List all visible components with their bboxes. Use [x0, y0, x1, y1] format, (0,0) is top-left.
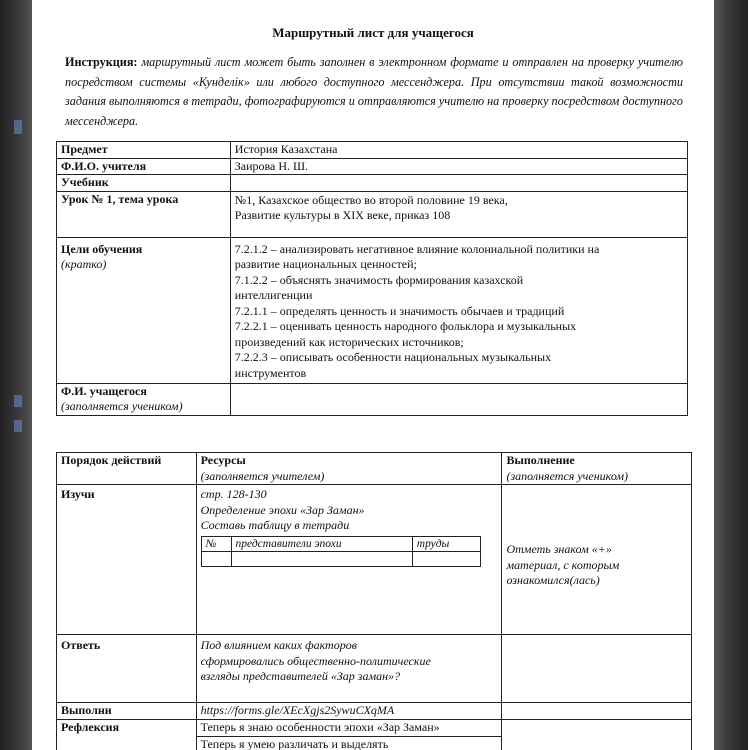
- goals-row: [57, 237, 688, 383]
- header-completion: Выполнение: [506, 453, 575, 467]
- lesson-value: [230, 191, 687, 237]
- form-link[interactable]: https://forms.gle/XEcXgjs2SywuCXqMA: [196, 703, 502, 720]
- goal-line: инструментов: [234, 365, 307, 380]
- goals-label: Цели обучения: [61, 241, 143, 256]
- goal-line: интеллигенции: [234, 288, 313, 302]
- subject-row: [57, 142, 688, 159]
- epoch-col-number: №: [201, 536, 231, 551]
- study-resources: [196, 485, 502, 635]
- reflection-row: [57, 720, 692, 750]
- left-background-edge: [0, 0, 32, 750]
- document-page: [32, 0, 714, 750]
- epoch-table: [201, 536, 481, 567]
- goals-value: [230, 237, 687, 383]
- lesson-info-table: [56, 141, 688, 416]
- lesson-line: №1, Казахское общество во второй половине 19 века,: [234, 192, 508, 207]
- reflection-line: Теперь я умею различать и выделять: [200, 736, 389, 750]
- reflection-resources: [196, 720, 502, 750]
- textbook-label: Учебник: [57, 175, 231, 192]
- answer-line: Под влиянием каких факторов: [200, 638, 357, 652]
- student-row: [57, 383, 688, 415]
- textbook-value[interactable]: [230, 175, 687, 192]
- epoch-col-works: труды: [412, 536, 480, 551]
- do-label: Выполни: [57, 703, 197, 720]
- study-line: Составь таблицу в тетради: [200, 518, 350, 532]
- epoch-table-header: [201, 536, 480, 551]
- action-table: [56, 452, 692, 750]
- page-title: Маршрутный лист для учащегося: [272, 25, 474, 40]
- lesson-line: Развитие культуры в XIX веке, приказ 108: [234, 208, 451, 222]
- goals-sublabel: (кратко): [61, 257, 107, 271]
- goal-line: 7.2.1.1 – определять ценность и значимость обычаев и традиций: [234, 303, 565, 318]
- goals-label-cell: [57, 237, 231, 383]
- student-sublabel: (заполняется учеником): [61, 399, 183, 413]
- goal-line: 7.2.1.2 – анализировать негативное влияние колониальной политики на: [234, 241, 600, 256]
- instruction-paragraph: [65, 53, 683, 131]
- header-resources-cell: [196, 453, 502, 485]
- epoch-col-representatives: представители эпохи: [231, 536, 412, 551]
- study-line: стр. 128-130: [200, 487, 267, 501]
- study-label: Изучи: [57, 485, 197, 635]
- goal-line: 7.2.2.1 – оценивать ценность народного фольклора и музыкальных: [234, 319, 577, 333]
- study-line: Определение эпохи «Зар Заман»: [200, 502, 365, 517]
- study-result-line: Отметь знаком «+»: [506, 542, 612, 557]
- epoch-cell[interactable]: [201, 551, 231, 566]
- study-row: [57, 485, 692, 635]
- instruction-label: Инструкция:: [65, 55, 138, 69]
- header-completion-sub: (заполняется учеником): [506, 468, 629, 483]
- answer-resources: [196, 635, 502, 703]
- goal-line: 7.2.2.3 – описывать особенности национальных музыкальных: [234, 350, 552, 364]
- study-completion[interactable]: [502, 485, 692, 635]
- epoch-cell[interactable]: [412, 551, 480, 566]
- header-steps: Порядок действий: [57, 453, 197, 485]
- lesson-row: [57, 191, 688, 237]
- study-result-line: материал, с которым: [506, 557, 620, 572]
- goal-line: развитие национальных ценностей;: [234, 257, 417, 271]
- teacher-row: [57, 158, 688, 175]
- answer-line: сформировались общественно-политические: [200, 653, 431, 668]
- goal-line: 7.1.2.2 – объяснять значимость формирования казахской: [234, 272, 524, 287]
- instruction-text: маршрутный лист может быть заполнен в электронном формате и отправлен на проверку учителю посредством системы «Кунделік» или любого доступного мессенджера. При отсутствии такой возможности задания выполняются в тетради, фотографируются и отправляются учителю на проверку посредством доступного мессенджера.: [65, 55, 683, 128]
- answer-line: взгляды представителей «Зар заман»?: [200, 669, 401, 683]
- answer-label: Ответь: [57, 635, 197, 703]
- answer-row: [57, 635, 692, 703]
- reflection-completion[interactable]: [502, 720, 692, 750]
- lesson-label: Урок № 1, тема урока: [57, 191, 231, 237]
- teacher-value: Заирова Н. Ш.: [230, 158, 687, 175]
- header-resources-sub: (заполняется учителем): [200, 468, 325, 483]
- textbook-row: [57, 175, 688, 192]
- study-result-line: ознакомился(лась): [506, 573, 600, 588]
- do-completion[interactable]: [502, 703, 692, 720]
- student-label-cell: [57, 383, 231, 415]
- reflection-label: Рефлексия: [57, 720, 197, 750]
- goal-line: произведений как исторических источников;: [234, 334, 464, 349]
- right-background-edge: [714, 0, 748, 750]
- epoch-cell[interactable]: [231, 551, 412, 566]
- action-header-row: [57, 453, 692, 485]
- student-value[interactable]: [230, 383, 687, 415]
- reflection-line: Теперь я знаю особенности эпохи «Зар Заман»: [197, 720, 502, 737]
- header-completion-cell: [502, 453, 692, 485]
- subject-value: История Казахстана: [230, 142, 687, 159]
- student-label: Ф.И. учащегося: [61, 383, 147, 398]
- do-row: [57, 703, 692, 720]
- subject-label: Предмет: [57, 142, 231, 159]
- teacher-label: Ф.И.О. учителя: [57, 158, 231, 175]
- answer-completion[interactable]: [502, 635, 692, 703]
- header-resources: Ресурсы: [200, 453, 246, 467]
- epoch-table-row: [201, 551, 480, 566]
